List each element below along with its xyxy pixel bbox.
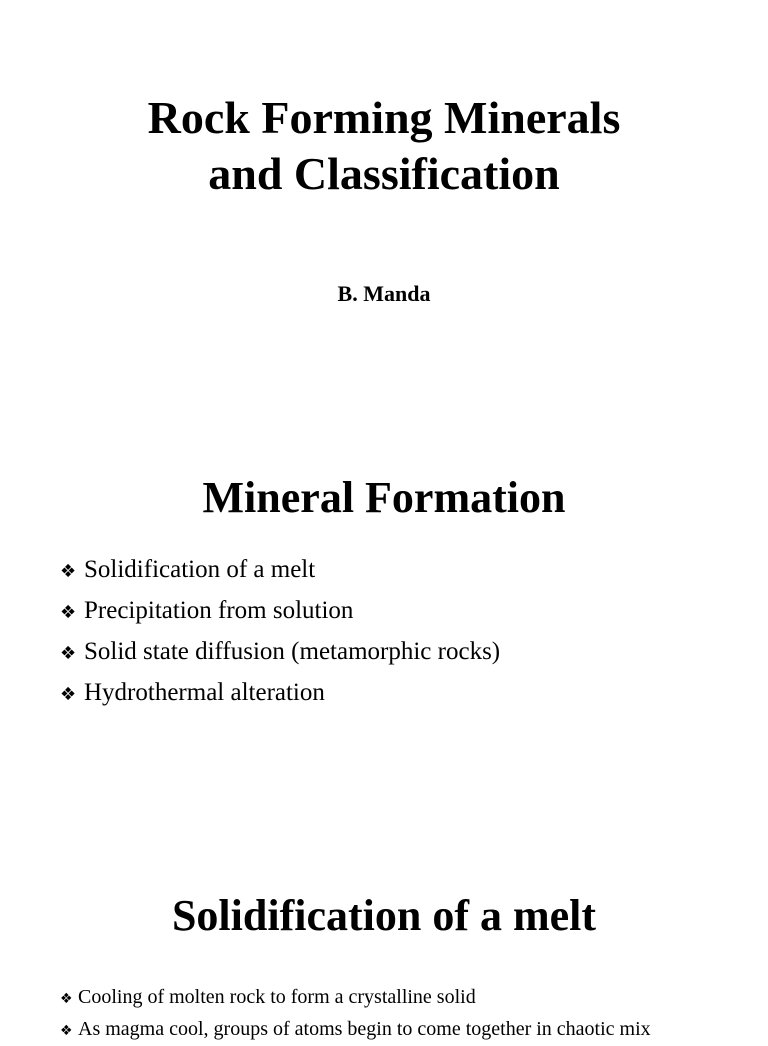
list-item	[60, 673, 500, 714]
list-item-text: Precipitation from solution	[84, 597, 354, 624]
page-title	[0, 90, 768, 202]
title-line-2: and Classification	[208, 148, 560, 199]
section-title: Solidification of a melt	[171, 891, 597, 940]
list-item	[60, 632, 500, 673]
title-line-1: Rock Forming Minerals	[147, 92, 621, 143]
bullet-list	[60, 982, 651, 1046]
list-item-text: Solid state diffusion (metamorphic rocks)	[84, 638, 501, 665]
diamond-bullet-icon: ❖	[60, 561, 77, 582]
section-title: Mineral Formation	[202, 473, 566, 522]
diamond-bullet-icon: ❖	[60, 684, 77, 705]
diamond-bullet-icon: ❖	[60, 602, 77, 623]
list-item-text: As magma cool, groups of atoms begin to come together in chaotic mix	[78, 1018, 651, 1040]
diamond-bullet-icon: ❖	[60, 643, 77, 664]
list-item	[60, 982, 651, 1014]
list-item-text: Cooling of molten rock to form a crystalline solid	[78, 986, 476, 1008]
list-item-text: Hydrothermal alteration	[84, 679, 325, 706]
list-item	[60, 591, 500, 632]
list-item-text: Solidification of a melt	[84, 556, 316, 583]
list-item	[60, 1014, 651, 1046]
bullet-list	[60, 550, 500, 714]
diamond-bullet-icon: ❖	[60, 991, 73, 1007]
author-name: B. Manda	[337, 281, 431, 306]
list-item	[60, 550, 500, 591]
diamond-bullet-icon: ❖	[60, 1023, 73, 1039]
